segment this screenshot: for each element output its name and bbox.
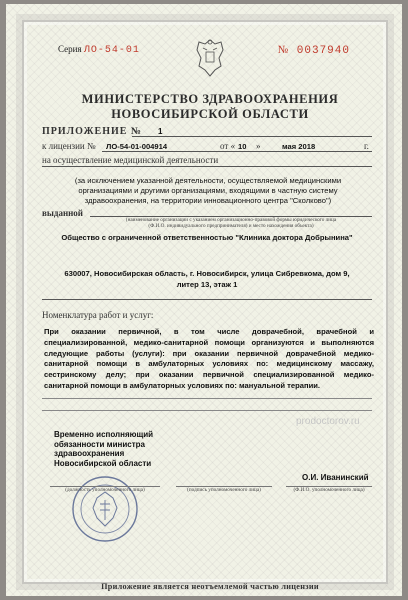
signer-position-line4: Новосибирской области (54, 458, 152, 468)
appendix-label: ПРИЛОЖЕНИЕ № (42, 126, 142, 137)
ministry-line1: МИНИСТЕРСТВО ЗДРАВООХРАНЕНИЯ (81, 92, 339, 106)
license-number: ЛО-54-01-004914 (106, 142, 168, 151)
license-year-suffix: г. (364, 141, 369, 151)
license-month-year: мая 2018 (282, 142, 316, 151)
license-day: 10 (238, 142, 247, 151)
signer-name: О.И. Иванинский (302, 473, 369, 482)
license-close-quote: » (256, 141, 261, 151)
services-line-1 (42, 398, 372, 399)
license-prefix: к лицензии № (42, 141, 96, 151)
license-line (102, 151, 372, 152)
signature-hint: (подпись уполномоченного лица) (187, 487, 261, 493)
activity-exception-text: (за исключением указанной деятельности, осуществляемой медицинскими организациями и другими организациями, входящими в частную систему здравоохранения, на территории инновационного центра "Сколково") (74, 176, 342, 205)
signer-position-line1: Временно исполняющий (54, 430, 154, 439)
issued-hint-2: (Ф.И.О. индивидуального предпринимателя) и место нахождения объекта) (148, 223, 314, 229)
coat-of-arms-icon (193, 36, 227, 80)
number-symbol: № (277, 44, 290, 56)
address-line-2: литер 13, этаж 1 (176, 280, 238, 289)
issued-hint-1: (наименование организации с указанием организационно-правовой формы юридического лица (125, 217, 337, 223)
watermark-text: prodoctorov.ru (296, 416, 360, 427)
services-line-2 (42, 410, 372, 411)
name-hint: (Ф.И.О. уполномоченного лица) (293, 487, 365, 493)
activity-line (42, 166, 372, 167)
address-line-1: 630007, Новосибирская область, г. Новосибирск, улица Сибревкома, дом 9, (64, 269, 350, 278)
series-value: ЛО-54-01 (83, 45, 140, 56)
appendix-value: 1 (158, 127, 163, 136)
signer-position (54, 430, 204, 468)
address-underline (42, 299, 372, 300)
ministry-line2: НОВОСИБИРСКОЙ ОБЛАСТИ (111, 107, 309, 121)
series-label: Серия (58, 44, 82, 54)
activity-label: на осуществление медицинской деятельности (42, 155, 219, 165)
services-text: При оказании первичной, в том числе доврачебной, врачебной и специализированной, медико-санитарной помощи организуются и выполняются следующие работы (услуги): при оказании первичной доврачебной медико-санитарной помощи в амбулаторных условиях по: медицинскому массажу, сестринскому делу; при оказании первичной специализированной медико-санитарной помощи в амбулаторных условиях по: мануальной терапии. (44, 327, 374, 390)
appendix-line (132, 136, 372, 137)
organization-name: Общество с ограниченной ответственностью "Клиника доктора Добрынина" (61, 233, 353, 242)
number-field (278, 44, 350, 57)
signer-position-line2: обязанности министра (54, 439, 145, 449)
series-field (58, 44, 140, 56)
official-seal-icon (70, 474, 140, 544)
license-from-label: от « (220, 141, 236, 151)
number-value: 0037940 (296, 45, 350, 57)
issued-label: выданной (42, 208, 83, 218)
footer-note: Приложение является неотъемлемой частью лицензии (101, 582, 319, 591)
signer-position-line3: здравоохранения (54, 449, 125, 458)
position-hint: (должность уполномоченного лица) (65, 487, 145, 493)
document-sheet (6, 4, 402, 596)
nomenclature-label: Номенклатура работ и услуг: (42, 310, 154, 320)
